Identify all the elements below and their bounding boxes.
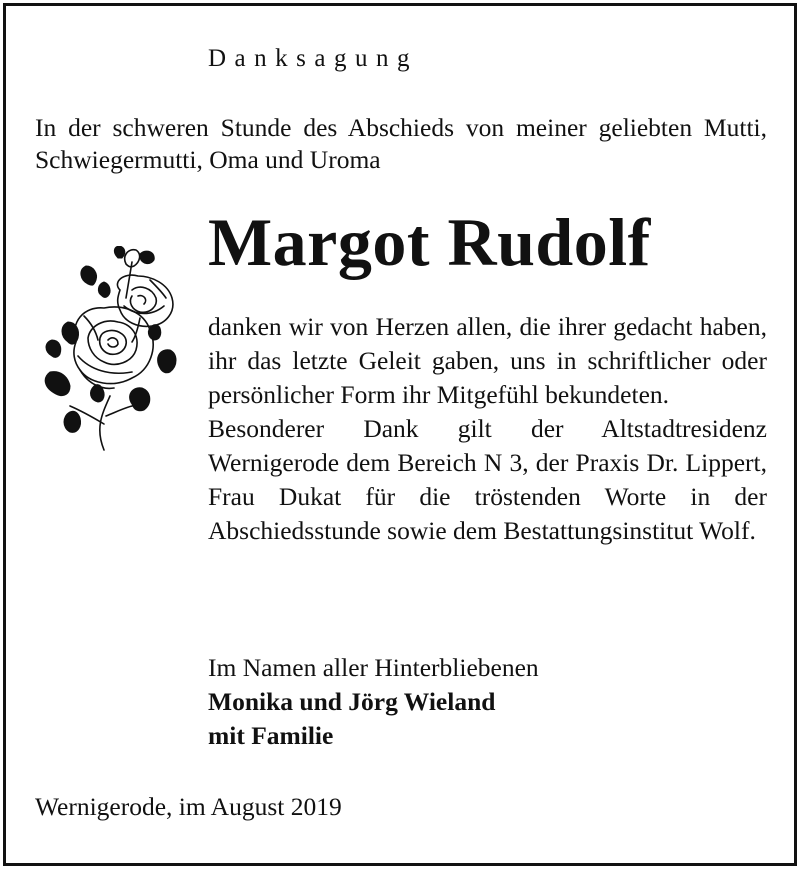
body-text	[208, 310, 767, 548]
intro-text: In der schweren Stunde des Abschieds von meiner geliebten Mutti, Schwiegermutti, Oma und Uroma	[35, 113, 767, 174]
place-date: Wernigerode, im August 2019	[35, 792, 342, 821]
deceased-name: Margot Rudolf	[208, 204, 651, 280]
rose-icon	[40, 246, 185, 451]
thanks-paragraph: danken wir von Herzen allen, die ihrer gedacht haben, ihr das letzte Geleit gaben, uns in schriftlicher oder persönlicher Form ihr Mitgefühl bekundeten.	[208, 312, 767, 409]
signoff-block	[208, 651, 539, 753]
signatories-family: mit Familie	[208, 721, 334, 750]
special-thanks-paragraph: Besonderer Dank gilt der Altstadtresidenz Wernigerode dem Bereich N 3, der Praxis Dr. Lippert, Frau Dukat für die tröstenden Worte in der Abschiedsstunde sowie dem Bestattungsinstitut Wolf.	[208, 414, 767, 545]
signoff-line: Im Namen aller Hinterbliebenen	[208, 653, 539, 682]
signatories: Monika und Jörg Wieland	[208, 687, 496, 716]
notice-heading: Danksagung	[208, 45, 418, 72]
